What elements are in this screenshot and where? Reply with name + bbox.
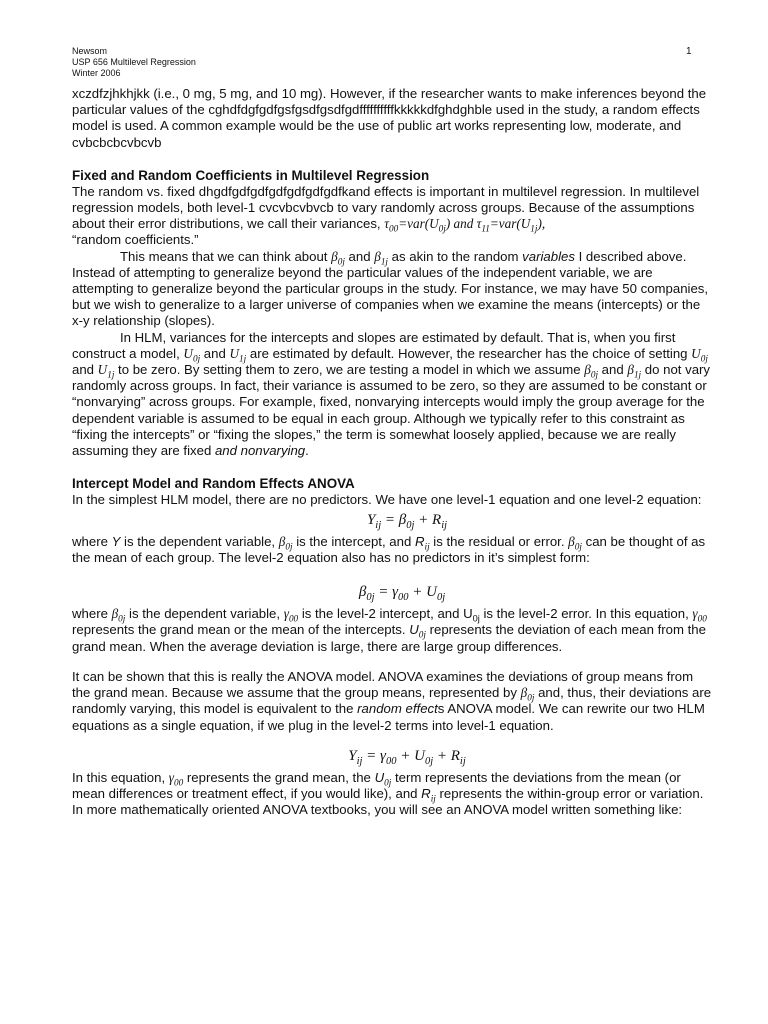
- header-term: Winter 2006: [72, 68, 121, 78]
- paragraph-in-this-equation: In this equation, $\gamma_{00}$ represents the grand mean, the $U_{0j}$ term represents the deviations from the mean (or mean differences or treatment effect, if you would like), and $R_{ij}$ represents the within-group error or variation. In more mathematically oriented ANOVA textbooks, you will see an ANOVA model written something like:: [72, 769, 704, 818]
- equation-level1: $Y_{ij} = \beta_{0j} + R_{ij}$: [366, 512, 448, 532]
- paragraph-random-vs-fixed: The random vs. fixed dhgdfgdfgdfgdfgdfgdfgdfkand effects is important in multilevel regression. In multilevel regression models, both level-1 cvcvbcvbvcb to vary randomly across groups. Because of the assumptions about their error distributions, we call their variances, $\tau_{00}=var(U_{0j})$ and $\tau_{11}=var(U_{1j})$, “random coefficients.”: [72, 183, 700, 248]
- section-heading-fixed-random: Fixed and Random Coefficients in Multilevel Regression: [72, 167, 430, 183]
- header-course: USP 656 Multilevel Regression: [72, 57, 196, 67]
- paragraph-anova-model: It can be shown that this is really the ANOVA model. ANOVA examines the deviations of group means from the grand mean. Because we assume that the group means, represented by $\beta_{0j}$ and, thus, their deviations are randomly varying, this model is equivalent to the random effects ANOVA model. We can rewrite our two HLM equations as a single equation, if we plug in the level-2 terms into level-1 equation.: [72, 668, 712, 733]
- page-number: 1: [686, 46, 692, 57]
- header-author: Newsom: [72, 46, 108, 56]
- paragraph-hlm-variances: In HLM, variances for the intercepts and slopes are estimated by default. That is, when you first construct a model, $U_{0j}$ and $U_{1j}$ are estimated by default. However, the researcher has the choice of setting $U_{0j}$ and $U_{1j}$ to be zero. By setting them to zero, we are testing a model in which we assume $\beta_{0j}$ and $\beta_{1j}$ do not vary randomly across groups. In fact, their variance is assumed to be zero, so they are assumed to be constant or “nonvarying” across groups. For example, fixed, nonvarying intercepts would imply the group average for the dependent variable is assumed to be equal in each group. Although we typically refer to this constraint as “fixing the intercepts” or “fixing the slopes,” the term is somewhat loosely applied, because we are really assuming they are fixed and nonvarying.: [72, 329, 711, 459]
- equation-level2: $\beta_{0j} = \gamma_{00} + U_{0j}$: [358, 584, 446, 604]
- paragraph-simplest-model: In the simplest HLM model, there are no predictors. We have one level-1 equation and one level-2 equation:: [72, 492, 702, 508]
- intro-paragraph: xczdfzjhkhjkk (i.e., 0 mg, 5 mg, and 10 mg). However, if the researcher wants to make inferences beyond the particular values of the cghdfdgfgdfgsfgsdfgsdfgdffffffffffkkkkkdfghdghble used in the study, a random effects model is used. A common example would be the use of public art works representing low, moderate, and cvbcbcbcvbcvb: [72, 86, 707, 150]
- document-body: [72, 86, 712, 819]
- running-header: [72, 46, 196, 79]
- equation-combined: $Y_{ij} = \gamma_{00} + U_{0j} + R_{ij}$: [348, 747, 466, 767]
- paragraph-akin-random-variables: This means that we can think about $\beta_{0j}$ and $\beta_{1j}$ as akin to the random variables I described above. Instead of attempting to generalize beyond the particular values of the independent variable, we are attempting to generalize beyond the particular groups in the study. For instance, we may have 50 companies, but we wish to generalize to a larger universe of companies when we examine the means (intercepts) or the x-y relationship (slopes).: [72, 248, 709, 329]
- paragraph-where-y: where Y is the dependent variable, $\beta_{0j}$ is the intercept, and $R_{ij}$ is the residual or error. $\beta_{0j}$ can be thought of as the mean of each group. The level-2 equation also has no predictors in it’s simplest form:: [72, 533, 706, 565]
- paragraph-where-beta: where $\beta_{0j}$ is the dependent variable, $\gamma_{00}$ is the level-2 intercept, and $U_{0j}$ is the level-2 error. In this equation, $\gamma_{00}$ represents the grand mean or the mean of the intercepts. $U_{0j}$ represents the deviation of each mean from the grand mean. When the average deviation is large, there are large group differences.: [72, 606, 707, 654]
- section-heading-intercept-model: Intercept Model and Random Effects ANOVA: [72, 476, 355, 492]
